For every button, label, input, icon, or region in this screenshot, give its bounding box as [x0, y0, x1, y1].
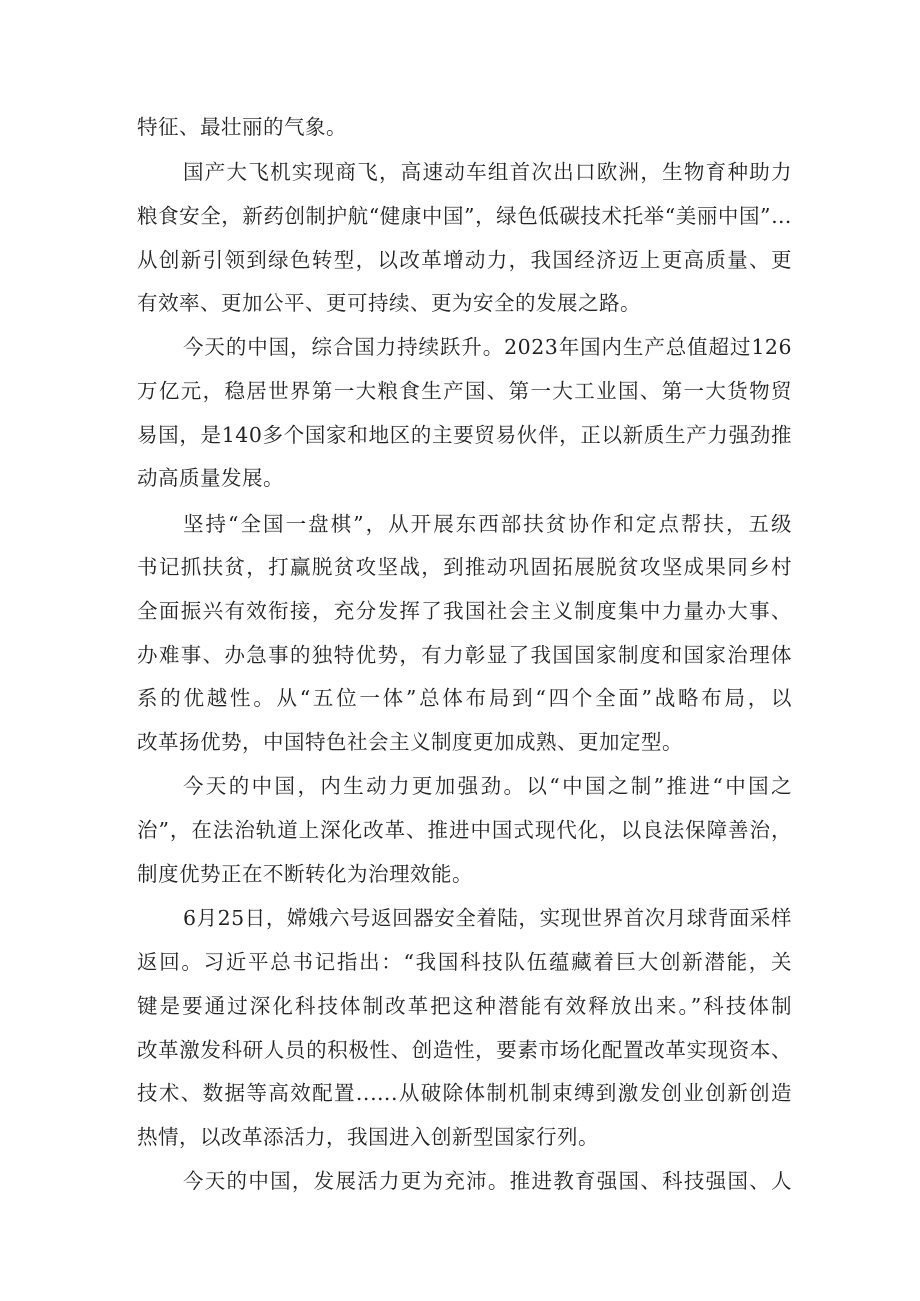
text-line: 万亿元，稳居世界第一大粮食生产国、第一大工业国、第一大货物贸 [137, 379, 792, 403]
text-line: 从创新引领到绿色转型，以改革增动力，我国经济迈上更高质量、更 [137, 248, 792, 272]
text-line: 全面振兴有效衔接，充分发挥了我国社会主义制度集中力量办大事、 [137, 599, 792, 623]
text-line: 粮食安全，新药创制护航“健康中国”，绿色低碳技术托举“美丽中国”… [137, 204, 792, 228]
text-line: 坚持“全国一盘棋”，从开展东西部扶贫协作和定点帮扶，五级 [183, 512, 792, 536]
text-line: 改革扬优势，中国特色社会主义制度更加成熟、更加定型。 [137, 730, 683, 754]
text-line: 动高质量发展。 [137, 466, 284, 490]
text-line: 今天的中国，综合国力持续跃升。2023年国内生产总值超过126 [183, 335, 792, 359]
text-line: 6月25日，嫦娥六号返回器安全着陆，实现世界首次月球背面采样 [183, 906, 792, 930]
text-line: 国产大飞机实现商飞，高速动车组首次出口欧洲，生物育种助力 [183, 160, 792, 184]
text-line: 今天的中国，发展活力更为充沛。推进教育强国、科技强国、人 [183, 1169, 792, 1193]
text-line: 键是要通过深化科技体制改革把这种潜能有效释放出来。”科技体制 [137, 994, 792, 1018]
text-line: 返回。习近平总书记指出：“我国科技队伍蕴藏着巨大创新潜能，关 [137, 950, 792, 974]
text-line: 书记抓扶贫，打赢脱贫攻坚战，到推动巩固拓展脱贫攻坚成果同乡村 [137, 555, 792, 579]
text-line: 系的优越性。从“五位一体”总体布局到“四个全面”战略布局，以 [137, 686, 792, 710]
text-line: 制度优势正在不断转化为治理效能。 [137, 862, 473, 886]
text-line: 改革激发科研人员的积极性、创造性，要素市场化配置改革实现资本、 [137, 1038, 792, 1062]
text-line: 热情，以改革添活力，我国进入创新型国家行列。 [137, 1125, 599, 1149]
text-line: 办难事、办急事的独特优势，有力彰显了我国国家制度和国家治理体 [137, 643, 792, 667]
text-line: 今天的中国，内生动力更加强劲。以“中国之制”推进“中国之 [183, 774, 792, 798]
text-line: 易国，是140多个国家和地区的主要贸易伙伴，正以新质生产力强劲推 [137, 423, 792, 447]
text-line: 有效率、更加公平、更可持续、更为安全的发展之路。 [137, 291, 641, 315]
text-line: 治”，在法治轨道上深化改革、推进中国式现代化，以良法保障善治， [137, 818, 792, 842]
text-line: 技术、数据等高效配置..….从破除体制机制束缚到激发创业创新创造 [137, 1081, 792, 1105]
text-line: 特征、最壮丽的气象。 [137, 115, 347, 139]
